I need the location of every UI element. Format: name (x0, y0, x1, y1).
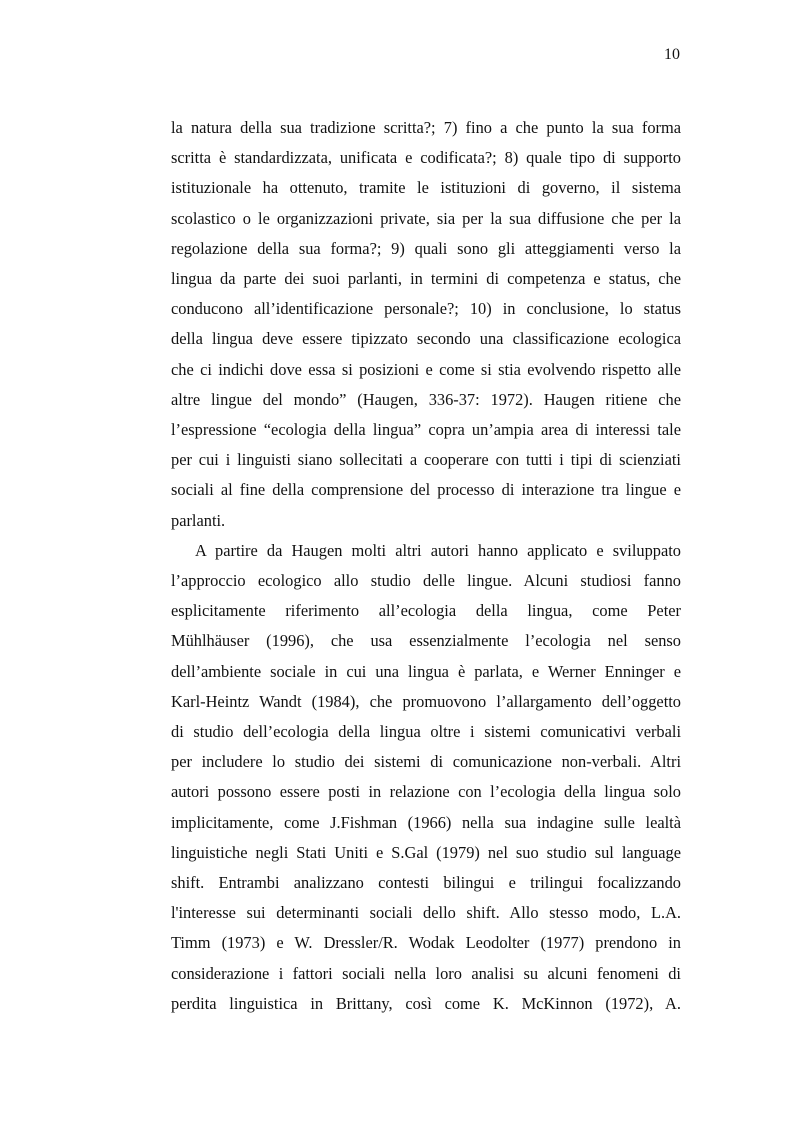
text-line: autori possono essere posti in relazione con l’ecologia della lingua solo (171, 782, 681, 802)
body-text (171, 113, 681, 1019)
text-line: shift. Entrambi analizzano contesti bilingui e trilingui focalizzando (171, 873, 681, 893)
text-line: linguistiche negli Stati Uniti e S.Gal (1979) nel suo studio sul language (171, 842, 681, 862)
text-line: A partire da Haugen molti altri autori hanno applicato e sviluppato (195, 540, 681, 560)
text-line: lingua da parte dei suoi parlanti, in termini di competenza e status, che (171, 269, 681, 289)
text-line: che ci indichi dove essa si posizioni e come si stia evolvendo rispetto alle (171, 359, 681, 379)
text-line: dell’ambiente sociale in cui una lingua è parlata, e Werner Enninger e (171, 661, 681, 681)
text-line: l'interesse sui determinanti sociali dello shift. Allo stesso modo, L.A. (171, 903, 681, 923)
paragraph-2 (171, 536, 681, 1019)
text-line: perdita linguistica in Brittany, così come K. McKinnon (1972), A. (171, 993, 681, 1013)
text-line: conducono all’identificazione personale?; 10) in conclusione, lo status (171, 299, 681, 319)
text-line: l’approccio ecologico allo studio delle lingue. Alcuni studiosi fanno (171, 571, 681, 591)
text-line: scolastico o le organizzazioni private, sia per la sua diffusione che per la (171, 208, 681, 228)
text-line: istituzionale ha ottenuto, tramite le istituzioni di governo, il sistema (171, 178, 681, 198)
text-line: Timm (1973) e W. Dressler/R. Wodak Leodolter (1977) prendono in (171, 933, 681, 953)
text-line: la natura della sua tradizione scritta?; 7) fino a che punto la sua forma (171, 118, 681, 137)
text-line: di studio dell’ecologia della lingua oltre i sistemi comunicativi verbali (171, 722, 681, 742)
text-line: per cui i linguisti siano sollecitati a cooperare con tutti i tipi di scienziati (171, 450, 681, 470)
text-line: della lingua deve essere tipizzato secondo una classificazione ecologica (171, 329, 681, 349)
text-line: sociali al fine della comprensione del processo di interazione tra lingue e (171, 480, 681, 500)
text-line: parlanti. (171, 510, 226, 530)
text-line: l’espressione “ecologia della lingua” copra un’ampia area di interessi tale (171, 420, 681, 440)
text-line: esplicitamente riferimento all’ecologia della lingua, come Peter (171, 601, 681, 621)
paragraph-1 (171, 113, 681, 536)
text-line: regolazione della sua forma?; 9) quali sono gli atteggiamenti verso la (171, 238, 681, 258)
text-line: Karl-Heintz Wandt (1984), che promuovono l’allargamento dell’oggetto (171, 691, 681, 711)
text-line: altre lingue del mondo” (Haugen, 336-37: 1972). Haugen ritiene che (171, 389, 681, 409)
text-line: scritta è standardizzata, unificata e codificata?; 8) quale tipo di supporto (171, 148, 681, 168)
page-number: 10 (664, 46, 680, 63)
text-line: per includere lo studio dei sistemi di comunicazione non-verbali. Altri (171, 752, 681, 772)
text-line: considerazione i fattori sociali nella loro analisi su alcuni fenomeni di (171, 963, 681, 983)
text-line: implicitamente, come J.Fishman (1966) nella sua indagine sulle lealtà (171, 812, 681, 832)
text-line: Mühlhäuser (1996), che usa essenzialmente l’ecologia nel senso (171, 631, 681, 651)
